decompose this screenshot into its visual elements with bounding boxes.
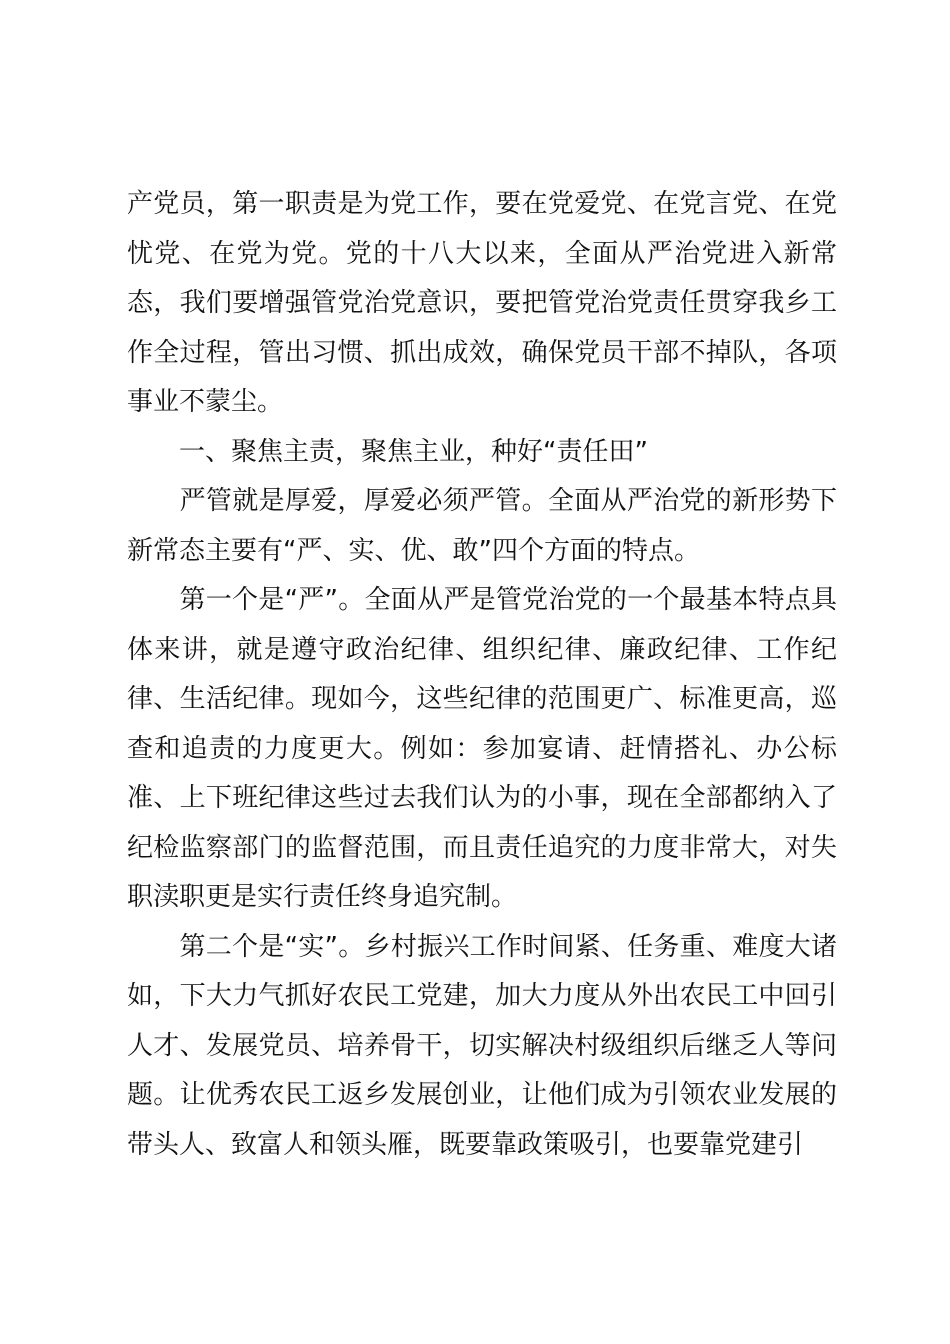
paragraph-continuation: 产党员，第一职责是为党工作，要在党爱党、在党言党、在党忧党、在党为党。党的十八大以来，全面从严治党进入新常态，我们要增强管党治党意识，要把管党治党责任贯穿我乡工作全过程，管出习惯、抓出成效，确保党员干部不掉队，各项事业不蒙尘。 — [127, 189, 837, 417]
paragraph-practical: 第二个是“实”。乡村振兴工作时间紧、任务重、难度大诸如，下大力气抓好农民工党建，加大力度从外出农民工中回引人才、发展党员、培养骨干，切实解决村级组织后继乏人等问题。让优秀农民工返乡发展创业，让他们成为引领农业发展的带头人、致富人和领头雁，既要靠政策吸引，也要靠党建引 — [127, 931, 837, 1160]
paragraph-intro: 严管就是厚爱，厚爱必须严管。全面从严治党的新形势下新常态主要有“严、实、优、敢”四个方面的特点。 — [127, 486, 837, 566]
section-heading: 一、聚焦主责，聚焦主业，种好“责任田” — [127, 436, 648, 467]
paragraph-strict: 第一个是“严”。全面从严是管党治党的一个最基本特点具体来讲，就是遵守政治纪律、组织纪律、廉政纪律、工作纪律、生活纪律。现如今，这些纪律的范围更广、标准更高，巡查和追责的力度更大。例如：参加宴请、赶情搭礼、办公标准、上下班纪律这些过去我们认为的小事，现在全部都纳入了纪检监察部门的监督范围，而且责任追究的力度非常大，对失职渎职更是实行责任终身追究制。 — [127, 585, 837, 912]
body-text — [127, 180, 837, 1170]
